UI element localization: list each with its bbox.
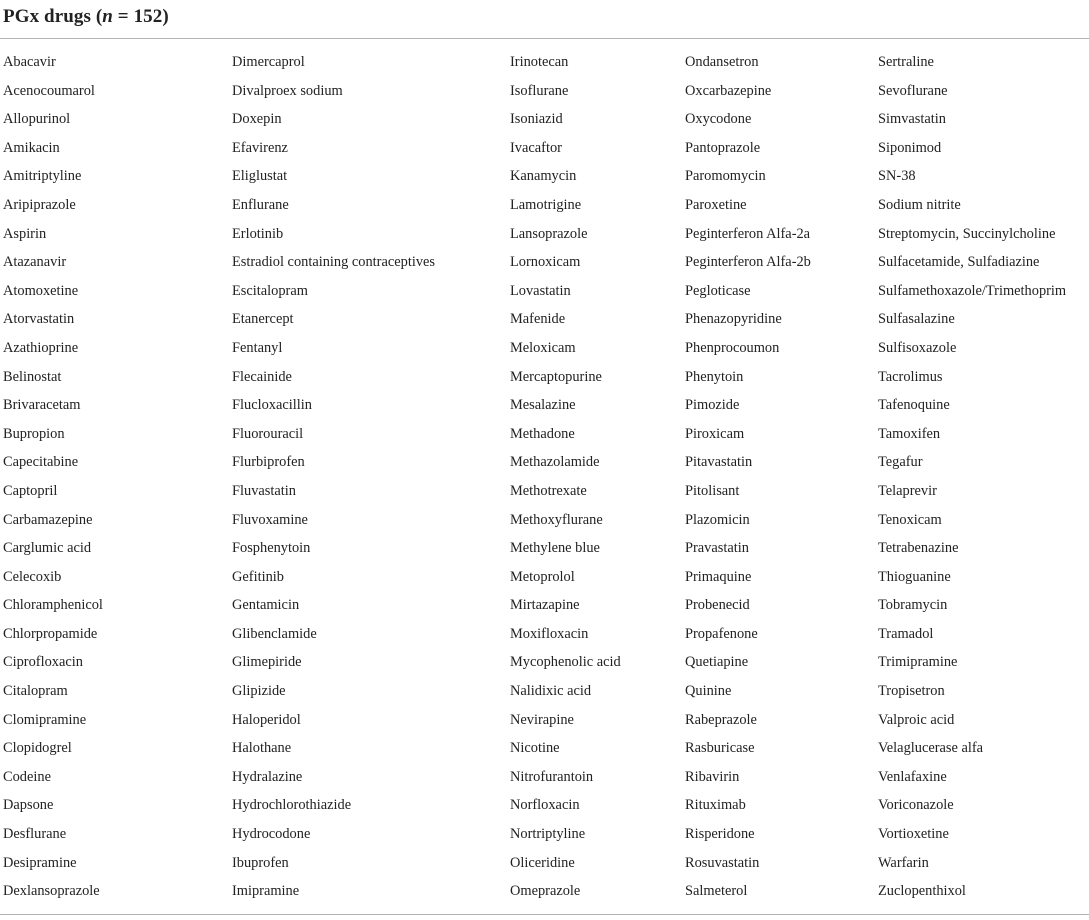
drug-cell: Siponimod xyxy=(878,139,942,156)
drug-cell: Probenecid xyxy=(685,597,750,614)
drug-cell: Bupropion xyxy=(3,425,65,442)
drug-cell: Etanercept xyxy=(232,311,294,328)
drug-cell: Dapsone xyxy=(3,797,54,814)
drug-cell: Paroxetine xyxy=(685,196,747,213)
drug-cell: Clopidogrel xyxy=(3,740,72,757)
drug-cell: Azathioprine xyxy=(3,339,79,356)
drug-cell: Piroxicam xyxy=(685,425,745,442)
drug-cell: Brivaracetam xyxy=(3,397,81,414)
drug-cell: Ondansetron xyxy=(685,54,759,70)
drug-cell: Chloramphenicol xyxy=(3,597,103,614)
drug-cell: Ciprofloxacin xyxy=(3,654,83,671)
drug-cell: Nicotine xyxy=(510,740,560,757)
drug-cell: Quinine xyxy=(685,683,732,700)
title-suffix: = 152) xyxy=(112,6,169,27)
drug-cell: Mirtazapine xyxy=(510,597,580,614)
drug-cell: Salmeterol xyxy=(685,883,748,900)
drug-cell: Divalproex sodium xyxy=(232,82,343,99)
drug-cell: Thioguanine xyxy=(878,568,951,585)
drug-cell: Fosphenytoin xyxy=(232,540,311,557)
drug-cell: Citalopram xyxy=(3,683,68,700)
drug-cell: Meloxicam xyxy=(510,339,576,356)
drug-cell: Methoxyflurane xyxy=(510,511,603,528)
drug-cell: Phenytoin xyxy=(685,368,744,385)
drug-cell: Voriconazole xyxy=(878,797,954,814)
table-title xyxy=(3,6,169,28)
drug-cell: Enflurane xyxy=(232,196,289,213)
drug-cell: Flucloxacillin xyxy=(232,397,312,414)
footer-rule xyxy=(0,914,1089,915)
drug-cell: Warfarin xyxy=(878,854,929,871)
drug-cell: Halothane xyxy=(232,740,292,757)
drug-cell: Erlotinib xyxy=(232,225,284,242)
drug-cell: Primaquine xyxy=(685,568,752,585)
drug-cell: Efavirenz xyxy=(232,139,288,156)
drug-cell: Velaglucerase alfa xyxy=(878,740,984,757)
drug-cell: Glibenclamide xyxy=(232,625,317,642)
drug-cell: Rabeprazole xyxy=(685,711,757,728)
drug-cell: Tetrabenazine xyxy=(878,540,959,557)
drug-cell: Nortriptyline xyxy=(510,826,586,843)
drug-cell: Haloperidol xyxy=(232,711,301,728)
drug-cell: Tobramycin xyxy=(878,597,948,614)
drug-cell: Sertraline xyxy=(878,54,934,70)
drug-cell: Clomipramine xyxy=(3,711,87,728)
drug-cell: Carglumic acid xyxy=(3,540,92,557)
drug-cell: Mafenide xyxy=(510,311,566,328)
drug-cell: Sulfasalazine xyxy=(878,311,955,328)
drug-cell: Sulfamethoxazole/Trimethoprim xyxy=(878,282,1067,299)
drug-cell: Lornoxicam xyxy=(510,254,581,271)
drug-cell: Acenocoumarol xyxy=(3,82,95,99)
title-prefix: PGx drugs ( xyxy=(3,6,103,27)
drug-cell: Tenoxicam xyxy=(878,511,942,528)
drug-cell: Rosuvastatin xyxy=(685,854,760,871)
drug-cell: Methotrexate xyxy=(510,482,587,499)
drug-cell: Allopurinol xyxy=(3,111,71,128)
drug-cell: Peginterferon Alfa-2a xyxy=(685,225,811,242)
drug-cell: Fluorouracil xyxy=(232,425,304,442)
drug-cell: Tafenoquine xyxy=(878,397,950,414)
drug-cell: Pimozide xyxy=(685,397,740,414)
drug-cell: Tacrolimus xyxy=(878,368,943,385)
table-column-4 xyxy=(685,48,811,906)
drug-cell: Hydrochlorothiazide xyxy=(232,797,352,814)
drug-cell: Gentamicin xyxy=(232,597,300,614)
drug-cell: Tegafur xyxy=(878,454,923,471)
drug-cell: Pitolisant xyxy=(685,482,740,499)
drug-cell: Ivacaftor xyxy=(510,139,562,156)
drug-cell: Rituximab xyxy=(685,797,746,814)
drug-cell: Irinotecan xyxy=(510,54,569,70)
drug-cell: Venlafaxine xyxy=(878,768,947,785)
drug-cell: Aspirin xyxy=(3,225,47,242)
drug-cell: Zuclopenthixol xyxy=(878,883,966,900)
drug-cell: Lamotrigine xyxy=(510,196,582,213)
drug-cell: Propafenone xyxy=(685,625,758,642)
drug-cell: Doxepin xyxy=(232,111,282,128)
drug-cell: Desflurane xyxy=(3,826,67,843)
drug-cell: Celecoxib xyxy=(3,568,62,585)
drug-cell: Phenazopyridine xyxy=(685,311,782,328)
drug-cell: Simvastatin xyxy=(878,111,946,128)
drug-cell: Eliglustat xyxy=(232,168,288,185)
drug-cell: Oliceridine xyxy=(510,854,575,871)
drug-cell: Mercaptopurine xyxy=(510,368,602,385)
drug-cell: Isoniazid xyxy=(510,111,563,128)
drug-cell: Fluvastatin xyxy=(232,482,296,499)
drug-cell: Amikacin xyxy=(3,139,60,156)
drug-cell: Fluvoxamine xyxy=(232,511,308,528)
drug-cell: Metoprolol xyxy=(510,568,575,585)
drug-cell: Ibuprofen xyxy=(232,854,289,871)
drug-cell: Pravastatin xyxy=(685,540,749,557)
drug-cell: Pegloticase xyxy=(685,282,751,299)
drug-cell: Oxcarbazepine xyxy=(685,82,772,99)
drug-cell: Mycophenolic acid xyxy=(510,654,621,671)
drug-cell: Atomoxetine xyxy=(3,282,79,299)
drug-cell: Desipramine xyxy=(3,854,77,871)
drug-cell: Nalidixic acid xyxy=(510,683,592,700)
drug-cell: Sulfisoxazole xyxy=(878,339,957,356)
drug-cell: Hydrocodone xyxy=(232,826,311,843)
drug-cell: Isoflurane xyxy=(510,82,569,99)
table-column-5 xyxy=(878,48,1066,906)
drug-cell: Rasburicase xyxy=(685,740,755,757)
drug-cell: Pantoprazole xyxy=(685,139,761,156)
table-column-2 xyxy=(232,48,435,906)
drug-cell: Carbamazepine xyxy=(3,511,93,528)
drug-cell: Abacavir xyxy=(3,54,56,70)
drug-cell: Tramadol xyxy=(878,625,934,642)
drug-cell: Nevirapine xyxy=(510,711,574,728)
drug-cell: Sulfacetamide, Sulfadiazine xyxy=(878,254,1040,271)
drug-cell: Capecitabine xyxy=(3,454,79,471)
drug-cell: Captopril xyxy=(3,482,58,499)
drug-cell: Trimipramine xyxy=(878,654,958,671)
drug-cell: Dexlansoprazole xyxy=(3,883,100,900)
drug-cell: Belinostat xyxy=(3,368,62,385)
drug-cell: Dimercaprol xyxy=(232,54,305,70)
drug-cell: Gefitinib xyxy=(232,568,284,585)
drug-cell: Escitalopram xyxy=(232,282,308,299)
drug-cell: Fentanyl xyxy=(232,339,283,356)
drug-cell: Paromomycin xyxy=(685,168,766,185)
drug-cell: Aripiprazole xyxy=(3,196,76,213)
drug-cell: Atorvastatin xyxy=(3,311,75,328)
drug-cell: Vortioxetine xyxy=(878,826,949,843)
drug-cell: Moxifloxacin xyxy=(510,625,589,642)
drug-cell: Sevoflurane xyxy=(878,82,948,99)
table-column-3 xyxy=(510,48,621,906)
drug-cell: Chlorpropamide xyxy=(3,625,98,642)
drug-cell: Tamoxifen xyxy=(878,425,941,442)
drug-cell: Codeine xyxy=(3,768,51,785)
drug-cell: Norfloxacin xyxy=(510,797,580,814)
drug-cell: Methazolamide xyxy=(510,454,600,471)
drug-cell: Amitriptyline xyxy=(3,168,82,185)
drug-cell: Estradiol containing contraceptives xyxy=(232,254,436,271)
drug-cell: Glipizide xyxy=(232,683,286,700)
drug-cell: SN-38 xyxy=(878,168,916,185)
drug-cell: Methylene blue xyxy=(510,540,600,557)
drug-cell: Plazomicin xyxy=(685,511,750,528)
drug-cell: Tropisetron xyxy=(878,683,945,700)
table-column-1 xyxy=(3,48,103,906)
drug-cell: Peginterferon Alfa-2b xyxy=(685,254,811,271)
drug-cell: Telaprevir xyxy=(878,482,937,499)
drug-cell: Pitavastatin xyxy=(685,454,753,471)
drug-cell: Nitrofurantoin xyxy=(510,768,594,785)
drug-cell: Omeprazole xyxy=(510,883,581,900)
drug-cell: Streptomycin, Succinylcholine xyxy=(878,225,1056,242)
drug-cell: Oxycodone xyxy=(685,111,752,128)
drug-cell: Methadone xyxy=(510,425,575,442)
drug-cell: Valproic acid xyxy=(878,711,955,728)
drug-cell: Sodium nitrite xyxy=(878,196,961,213)
drug-cell: Flecainide xyxy=(232,368,292,385)
drug-cell: Risperidone xyxy=(685,826,755,843)
drug-cell: Kanamycin xyxy=(510,168,577,185)
drug-cell: Quetiapine xyxy=(685,654,749,671)
drug-cell: Imipramine xyxy=(232,883,300,900)
drug-cell: Glimepiride xyxy=(232,654,302,671)
drug-cell: Hydralazine xyxy=(232,768,303,785)
title-n-variable: n xyxy=(102,6,113,27)
drug-cell: Flurbiprofen xyxy=(232,454,305,471)
drug-cell: Lansoprazole xyxy=(510,225,588,242)
drug-cell: Lovastatin xyxy=(510,282,571,299)
header-rule xyxy=(0,38,1089,39)
drug-cell: Mesalazine xyxy=(510,397,576,414)
drug-cell: Atazanavir xyxy=(3,254,67,271)
drug-cell: Ribavirin xyxy=(685,768,740,785)
drug-cell: Phenprocoumon xyxy=(685,339,780,356)
